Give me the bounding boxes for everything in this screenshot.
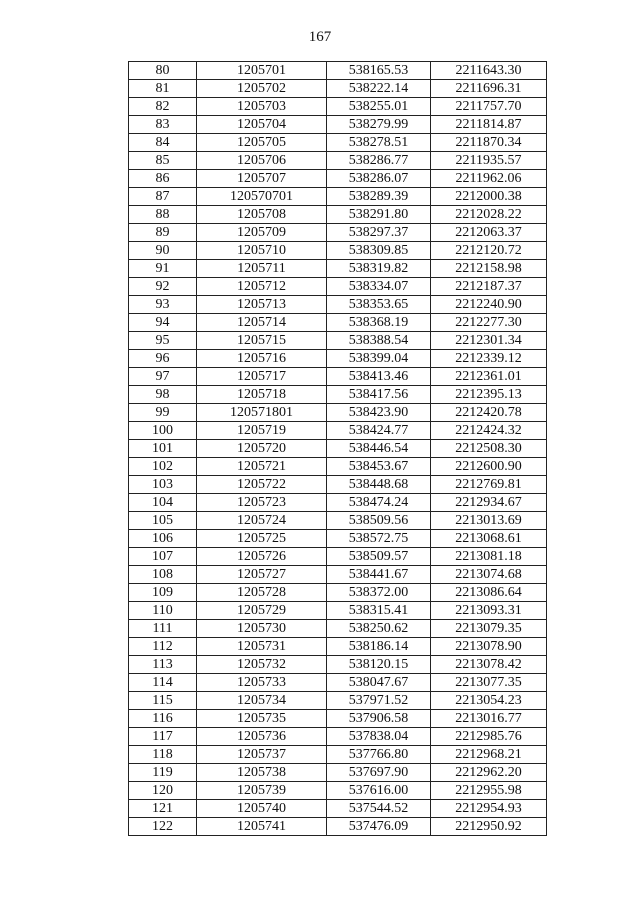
row-number-cell: 90: [129, 242, 197, 260]
point-id-cell: 1205701: [197, 62, 327, 80]
x-coordinate-cell: 538222.14: [327, 80, 431, 98]
y-coordinate-cell: 2213086.64: [431, 584, 547, 602]
table-row: [129, 530, 547, 548]
y-coordinate-cell: 2212968.21: [431, 746, 547, 764]
y-coordinate-cell: 2212508.30: [431, 440, 547, 458]
row-number-cell: 116: [129, 710, 197, 728]
point-id-cell: 1205737: [197, 746, 327, 764]
point-id-cell: 120571801: [197, 404, 327, 422]
y-coordinate-cell: 2213078.42: [431, 656, 547, 674]
row-number-cell: 108: [129, 566, 197, 584]
table-row: [129, 782, 547, 800]
x-coordinate-cell: 538509.57: [327, 548, 431, 566]
table-row: [129, 476, 547, 494]
x-coordinate-cell: 538186.14: [327, 638, 431, 656]
table-row: [129, 494, 547, 512]
y-coordinate-cell: 2212954.93: [431, 800, 547, 818]
y-coordinate-cell: 2213079.35: [431, 620, 547, 638]
y-coordinate-cell: 2212000.38: [431, 188, 547, 206]
point-id-cell: 1205733: [197, 674, 327, 692]
point-id-cell: 1205704: [197, 116, 327, 134]
table-body: [129, 62, 547, 836]
row-number-cell: 118: [129, 746, 197, 764]
x-coordinate-cell: 538319.82: [327, 260, 431, 278]
row-number-cell: 88: [129, 206, 197, 224]
y-coordinate-cell: 2212934.67: [431, 494, 547, 512]
x-coordinate-cell: 538289.39: [327, 188, 431, 206]
row-number-cell: 102: [129, 458, 197, 476]
y-coordinate-cell: 2212424.32: [431, 422, 547, 440]
table-row: [129, 656, 547, 674]
table-row: [129, 710, 547, 728]
point-id-cell: 1205729: [197, 602, 327, 620]
y-coordinate-cell: 2212955.98: [431, 782, 547, 800]
point-id-cell: 1205702: [197, 80, 327, 98]
x-coordinate-cell: 538279.99: [327, 116, 431, 134]
row-number-cell: 114: [129, 674, 197, 692]
point-id-cell: 1205714: [197, 314, 327, 332]
x-coordinate-cell: 537544.52: [327, 800, 431, 818]
table-row: [129, 512, 547, 530]
y-coordinate-cell: 2211757.70: [431, 98, 547, 116]
x-coordinate-cell: 538286.07: [327, 170, 431, 188]
row-number-cell: 101: [129, 440, 197, 458]
y-coordinate-cell: 2211962.06: [431, 170, 547, 188]
row-number-cell: 98: [129, 386, 197, 404]
table-row: [129, 350, 547, 368]
table-row: [129, 404, 547, 422]
point-id-cell: 1205715: [197, 332, 327, 350]
row-number-cell: 95: [129, 332, 197, 350]
point-id-cell: 120570701: [197, 188, 327, 206]
x-coordinate-cell: 537971.52: [327, 692, 431, 710]
point-id-cell: 1205706: [197, 152, 327, 170]
x-coordinate-cell: 538309.85: [327, 242, 431, 260]
table-row: [129, 152, 547, 170]
x-coordinate-cell: 537906.58: [327, 710, 431, 728]
table-row: [129, 620, 547, 638]
point-id-cell: 1205732: [197, 656, 327, 674]
x-coordinate-cell: 538572.75: [327, 530, 431, 548]
row-number-cell: 117: [129, 728, 197, 746]
table-row: [129, 674, 547, 692]
x-coordinate-cell: 538286.77: [327, 152, 431, 170]
y-coordinate-cell: 2212339.12: [431, 350, 547, 368]
row-number-cell: 109: [129, 584, 197, 602]
point-id-cell: 1205735: [197, 710, 327, 728]
row-number-cell: 113: [129, 656, 197, 674]
y-coordinate-cell: 2213077.35: [431, 674, 547, 692]
row-number-cell: 89: [129, 224, 197, 242]
table-row: [129, 386, 547, 404]
row-number-cell: 120: [129, 782, 197, 800]
x-coordinate-cell: 538255.01: [327, 98, 431, 116]
x-coordinate-cell: 538441.67: [327, 566, 431, 584]
row-number-cell: 119: [129, 764, 197, 782]
y-coordinate-cell: 2212420.78: [431, 404, 547, 422]
row-number-cell: 100: [129, 422, 197, 440]
y-coordinate-cell: 2211935.57: [431, 152, 547, 170]
y-coordinate-cell: 2212361.01: [431, 368, 547, 386]
x-coordinate-cell: 538399.04: [327, 350, 431, 368]
x-coordinate-cell: 538413.46: [327, 368, 431, 386]
y-coordinate-cell: 2213013.69: [431, 512, 547, 530]
point-id-cell: 1205710: [197, 242, 327, 260]
row-number-cell: 94: [129, 314, 197, 332]
point-id-cell: 1205716: [197, 350, 327, 368]
point-id-cell: 1205739: [197, 782, 327, 800]
y-coordinate-cell: 2212277.30: [431, 314, 547, 332]
table-row: [129, 638, 547, 656]
y-coordinate-cell: 2212950.92: [431, 818, 547, 836]
y-coordinate-cell: 2213078.90: [431, 638, 547, 656]
row-number-cell: 85: [129, 152, 197, 170]
y-coordinate-cell: 2213016.77: [431, 710, 547, 728]
x-coordinate-cell: 538388.54: [327, 332, 431, 350]
point-id-cell: 1205726: [197, 548, 327, 566]
x-coordinate-cell: 538372.00: [327, 584, 431, 602]
table-row: [129, 296, 547, 314]
x-coordinate-cell: 538417.56: [327, 386, 431, 404]
table-row: [129, 332, 547, 350]
row-number-cell: 105: [129, 512, 197, 530]
row-number-cell: 81: [129, 80, 197, 98]
x-coordinate-cell: 537476.09: [327, 818, 431, 836]
row-number-cell: 115: [129, 692, 197, 710]
point-id-cell: 1205738: [197, 764, 327, 782]
x-coordinate-cell: 538509.56: [327, 512, 431, 530]
y-coordinate-cell: 2213068.61: [431, 530, 547, 548]
point-id-cell: 1205721: [197, 458, 327, 476]
point-id-cell: 1205723: [197, 494, 327, 512]
point-id-cell: 1205725: [197, 530, 327, 548]
x-coordinate-cell: 538315.41: [327, 602, 431, 620]
table-row: [129, 260, 547, 278]
x-coordinate-cell: 537838.04: [327, 728, 431, 746]
coordinates-table: [128, 61, 547, 836]
x-coordinate-cell: 538120.15: [327, 656, 431, 674]
table-row: [129, 440, 547, 458]
page-number: 167: [308, 29, 332, 45]
table-row: [129, 278, 547, 296]
x-coordinate-cell: 537766.80: [327, 746, 431, 764]
y-coordinate-cell: 2212395.13: [431, 386, 547, 404]
x-coordinate-cell: 537616.00: [327, 782, 431, 800]
point-id-cell: 1205719: [197, 422, 327, 440]
point-id-cell: 1205730: [197, 620, 327, 638]
y-coordinate-cell: 2212240.90: [431, 296, 547, 314]
table-row: [129, 134, 547, 152]
row-number-cell: 83: [129, 116, 197, 134]
x-coordinate-cell: 538368.19: [327, 314, 431, 332]
y-coordinate-cell: 2213074.68: [431, 566, 547, 584]
row-number-cell: 97: [129, 368, 197, 386]
table-row: [129, 800, 547, 818]
y-coordinate-cell: 2211696.31: [431, 80, 547, 98]
x-coordinate-cell: 538165.53: [327, 62, 431, 80]
point-id-cell: 1205718: [197, 386, 327, 404]
point-id-cell: 1205712: [197, 278, 327, 296]
point-id-cell: 1205724: [197, 512, 327, 530]
table-row: [129, 116, 547, 134]
y-coordinate-cell: 2212120.72: [431, 242, 547, 260]
table-row: [129, 170, 547, 188]
table-row: [129, 746, 547, 764]
y-coordinate-cell: 2212600.90: [431, 458, 547, 476]
point-id-cell: 1205727: [197, 566, 327, 584]
row-number-cell: 96: [129, 350, 197, 368]
table-row: [129, 206, 547, 224]
y-coordinate-cell: 2212063.37: [431, 224, 547, 242]
table-row: [129, 224, 547, 242]
y-coordinate-cell: 2212769.81: [431, 476, 547, 494]
y-coordinate-cell: 2213054.23: [431, 692, 547, 710]
y-coordinate-cell: 2212301.34: [431, 332, 547, 350]
y-coordinate-cell: 2212028.22: [431, 206, 547, 224]
row-number-cell: 91: [129, 260, 197, 278]
row-number-cell: 107: [129, 548, 197, 566]
x-coordinate-cell: 538353.65: [327, 296, 431, 314]
point-id-cell: 1205703: [197, 98, 327, 116]
row-number-cell: 99: [129, 404, 197, 422]
row-number-cell: 80: [129, 62, 197, 80]
y-coordinate-cell: 2212158.98: [431, 260, 547, 278]
y-coordinate-cell: 2211870.34: [431, 134, 547, 152]
row-number-cell: 111: [129, 620, 197, 638]
row-number-cell: 104: [129, 494, 197, 512]
table-row: [129, 458, 547, 476]
table-row: [129, 80, 547, 98]
x-coordinate-cell: 538423.90: [327, 404, 431, 422]
point-id-cell: 1205734: [197, 692, 327, 710]
table-row: [129, 728, 547, 746]
table-row: [129, 242, 547, 260]
table-row: [129, 566, 547, 584]
row-number-cell: 112: [129, 638, 197, 656]
row-number-cell: 121: [129, 800, 197, 818]
point-id-cell: 1205720: [197, 440, 327, 458]
row-number-cell: 86: [129, 170, 197, 188]
x-coordinate-cell: 538297.37: [327, 224, 431, 242]
table-row: [129, 818, 547, 836]
y-coordinate-cell: 2211814.87: [431, 116, 547, 134]
table-row: [129, 692, 547, 710]
point-id-cell: 1205711: [197, 260, 327, 278]
row-number-cell: 106: [129, 530, 197, 548]
point-id-cell: 1205740: [197, 800, 327, 818]
point-id-cell: 1205708: [197, 206, 327, 224]
row-number-cell: 92: [129, 278, 197, 296]
y-coordinate-cell: 2212187.37: [431, 278, 547, 296]
x-coordinate-cell: 538446.54: [327, 440, 431, 458]
x-coordinate-cell: 538291.80: [327, 206, 431, 224]
row-number-cell: 82: [129, 98, 197, 116]
point-id-cell: 1205713: [197, 296, 327, 314]
point-id-cell: 1205736: [197, 728, 327, 746]
x-coordinate-cell: 538250.62: [327, 620, 431, 638]
table-row: [129, 188, 547, 206]
table-row: [129, 62, 547, 80]
point-id-cell: 1205709: [197, 224, 327, 242]
row-number-cell: 93: [129, 296, 197, 314]
point-id-cell: 1205741: [197, 818, 327, 836]
row-number-cell: 110: [129, 602, 197, 620]
x-coordinate-cell: 538424.77: [327, 422, 431, 440]
point-id-cell: 1205705: [197, 134, 327, 152]
table-row: [129, 584, 547, 602]
y-coordinate-cell: 2213093.31: [431, 602, 547, 620]
row-number-cell: 87: [129, 188, 197, 206]
y-coordinate-cell: 2213081.18: [431, 548, 547, 566]
point-id-cell: 1205707: [197, 170, 327, 188]
point-id-cell: 1205728: [197, 584, 327, 602]
x-coordinate-cell: 538453.67: [327, 458, 431, 476]
table-row: [129, 548, 547, 566]
row-number-cell: 103: [129, 476, 197, 494]
table-row: [129, 368, 547, 386]
x-coordinate-cell: 538278.51: [327, 134, 431, 152]
table-row: [129, 314, 547, 332]
y-coordinate-cell: 2212985.76: [431, 728, 547, 746]
x-coordinate-cell: 538474.24: [327, 494, 431, 512]
y-coordinate-cell: 2211643.30: [431, 62, 547, 80]
table-row: [129, 602, 547, 620]
x-coordinate-cell: 537697.90: [327, 764, 431, 782]
point-id-cell: 1205717: [197, 368, 327, 386]
table-row: [129, 98, 547, 116]
x-coordinate-cell: 538047.67: [327, 674, 431, 692]
point-id-cell: 1205731: [197, 638, 327, 656]
table-row: [129, 764, 547, 782]
x-coordinate-cell: 538334.07: [327, 278, 431, 296]
row-number-cell: 84: [129, 134, 197, 152]
x-coordinate-cell: 538448.68: [327, 476, 431, 494]
y-coordinate-cell: 2212962.20: [431, 764, 547, 782]
table-row: [129, 422, 547, 440]
row-number-cell: 122: [129, 818, 197, 836]
point-id-cell: 1205722: [197, 476, 327, 494]
